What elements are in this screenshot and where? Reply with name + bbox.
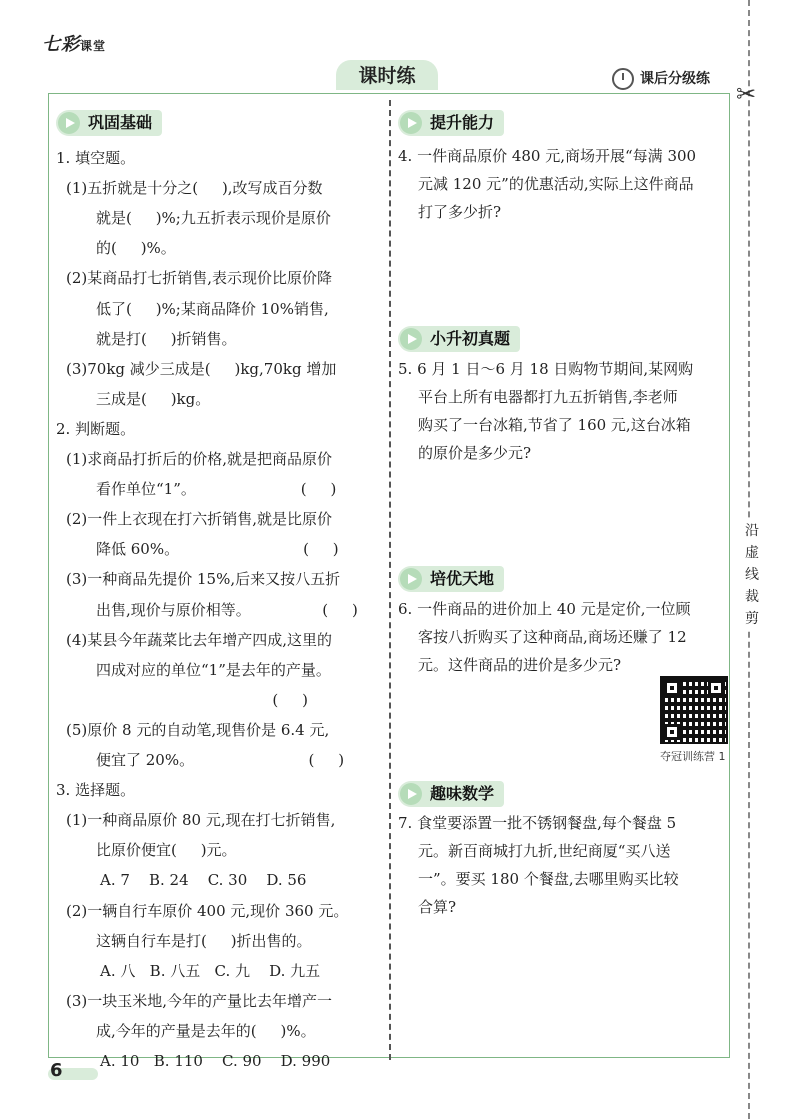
text-line: (1)求商品打折后的价格,就是把商品原价 — [66, 450, 333, 468]
text-line: 平台上所有电器都打九五折销售,李老师 — [418, 388, 678, 406]
text-line: 便宜了 20%。 ( ) — [96, 751, 345, 769]
text-line: (1)一种商品原价 80 元,现在打七折销售, — [66, 811, 336, 830]
tier-text: 课后分级练 — [640, 71, 710, 87]
text-line: 这辆自行车是打( )折出售的。 — [96, 931, 312, 950]
text-line: 就是( )%;九五折表示现价是原价 — [96, 209, 331, 228]
text-line: 购买了一台冰箱,节省了 160 元,这台冰箱 — [418, 416, 691, 434]
text-line: 5. 6 月 1 日～6 月 18 日购物节期间,某网购 — [398, 360, 694, 378]
text-line: (2)一辆自行车原价 400 元,现价 360 元。 — [66, 901, 349, 920]
brand-name: 七彩 — [42, 34, 80, 55]
qr-caption: 夺冠训练营 1 — [660, 750, 726, 763]
qr-finder — [708, 680, 724, 696]
cut-instruction: 沿虚线裁剪 — [741, 520, 763, 630]
text-line: 低了( )%;某商品降价 10%销售, — [96, 299, 329, 318]
clock-icon — [612, 68, 634, 90]
text-line: A. 7 B. 24 C. 30 D. 56 — [100, 871, 307, 890]
text-line: 比原价便宜( )元。 — [96, 841, 237, 860]
play-icon — [58, 112, 80, 134]
text-line: 3. 选择题。 — [56, 781, 136, 800]
text-line: 的原价是多少元? — [418, 444, 532, 462]
text-line: 元减 120 元”的优惠活动,实际上这件商品 — [418, 175, 694, 193]
play-icon — [400, 783, 422, 805]
play-icon — [400, 328, 422, 350]
page-title: 课时练 — [336, 60, 438, 90]
text-line: 2. 判断题。 — [56, 419, 136, 438]
text-line: 元。新百商城打九折,世纪商厦“买八送 — [418, 842, 671, 860]
play-icon — [400, 568, 422, 590]
section-fun — [398, 781, 504, 807]
text-line: 7. 食堂要添置一批不锈钢餐盘,每个餐盘 5 — [398, 814, 677, 832]
text-line: 降低 60%。 ( ) — [96, 540, 339, 559]
text-line: 三成是( )kg。 — [96, 389, 211, 408]
qr-finder — [664, 680, 680, 696]
text-line: 1. 填空题。 — [56, 149, 136, 167]
text-line: (3)一种商品先提价 15%,后来又按八五折 — [66, 570, 341, 589]
text-line: 成,今年的产量是去年的( )%。 — [96, 1021, 316, 1040]
text-line: 合算? — [418, 898, 457, 916]
text-line: (3)一块玉米地,今年的产量比去年增产一 — [66, 991, 333, 1010]
text-line: (2)某商品打七折销售,表示现价比原价降 — [66, 269, 333, 288]
text-line: A. 10 B. 110 C. 90 D. 990 — [100, 1052, 331, 1070]
text-line: (3)70kg 减少三成是( )kg,70kg 增加 — [66, 359, 337, 378]
text-line: 6. 一件商品的进价加上 40 元是定价,一位顾 — [398, 600, 691, 618]
tier-label — [612, 68, 710, 90]
text-line: ( ) — [96, 690, 308, 709]
text-line: 四成对应的单位“1”是去年的产量。 — [96, 660, 331, 679]
text-line: 看作单位“1”。 ( ) — [96, 480, 337, 499]
section-improve — [398, 110, 504, 136]
section-advanced — [398, 566, 504, 592]
text-line: 4. 一件商品原价 480 元,商场开展“每满 300 — [398, 147, 697, 165]
section-title: 趣味数学 — [430, 784, 495, 803]
text-line: 出售,现价与原价相等。 ( ) — [96, 600, 358, 619]
text-line: 客按八折购买了这种商品,商场还赚了 12 — [418, 628, 687, 646]
text-line: 打了多少折? — [418, 203, 502, 221]
qr-finder — [664, 724, 680, 740]
text-line: 的( )%。 — [96, 239, 176, 258]
page-number: 6 — [50, 1060, 63, 1081]
text-line: 一”。要买 180 个餐盘,去哪里购买比较 — [418, 870, 679, 888]
play-icon — [400, 112, 422, 134]
text-line: 就是打( )折销售。 — [96, 329, 237, 348]
section-title: 培优天地 — [430, 569, 495, 588]
text-line: (4)某县今年蔬菜比去年增产四成,这里的 — [66, 630, 333, 649]
column-divider — [389, 100, 391, 1060]
section-title: 提升能力 — [430, 113, 495, 132]
section-title: 巩固基础 — [88, 113, 153, 132]
section-exam — [398, 326, 520, 352]
brand-logo — [42, 30, 106, 56]
section-title: 小升初真题 — [430, 329, 511, 348]
text-line: (2)一件上衣现在打六折销售,就是比原价 — [66, 510, 333, 529]
section-consolidate — [56, 110, 162, 136]
text-line: (1)五折就是十分之( ),改写成百分数 — [66, 179, 323, 198]
text-line: A. 八 B. 八五 C. 九 D. 九五 — [100, 961, 321, 980]
scissors-icon: ✂ — [736, 80, 757, 108]
qr-code[interactable] — [660, 676, 728, 744]
text-line: (5)原价 8 元的自动笔,现售价是 6.4 元, — [66, 720, 330, 739]
brand-sub: 课堂 — [80, 39, 107, 53]
text-line: 元。这件商品的进价是多少元? — [418, 656, 622, 674]
